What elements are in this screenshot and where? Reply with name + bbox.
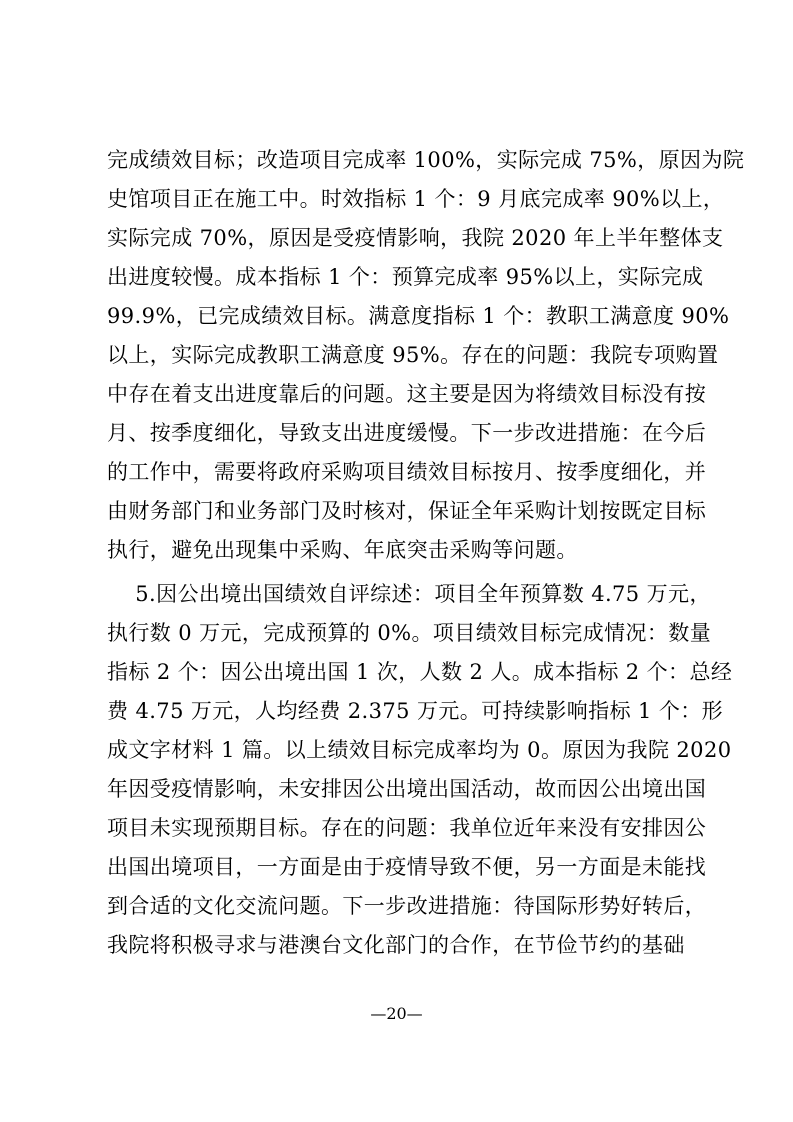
text-line: 的工作中，需要将政府采购项目绩效目标按月、按季度细化，并 (107, 460, 707, 484)
paragraph-heading-line: 5.因公出境出国绩效自评综述：项目全年预算数 4.75 万元， (107, 582, 711, 606)
text-line: 费 4.75 万元，人均经费 2.375 万元。可持续影响指标 1 个：形 (107, 699, 724, 723)
text-line: 完成绩效目标；改造项目完成率 100%，实际完成 75%，原因为院 (107, 148, 745, 172)
text-line: 项目未实现预期目标。存在的问题：我单位近年来没有安排因公 (107, 816, 707, 840)
text-line: 由财务部门和业务部门及时核对，保证全年采购计划按既定目标 (107, 499, 707, 523)
text-line: 执行，避免出现集中采购、年底突击采购等问题。 (107, 538, 578, 562)
page-number: —20— (370, 1004, 423, 1023)
text-line: 我院将积极寻求与港澳台文化部门的合作，在节俭节约的基础 (107, 933, 685, 957)
text-line: 指标 2 个：因公出境出国 1 次，人数 2 人。成本指标 2 个：总经 (107, 660, 733, 684)
text-line: 月、按季度细化，导致支出进度缓慢。下一步改进措施：在今后 (107, 421, 707, 445)
text-line: 中存在着支出进度靠后的问题。这主要是因为将绩效目标没有按 (107, 382, 707, 406)
text-line: 出国出境项目，一方面是由于疫情导致不便，另一方面是未能找 (107, 855, 707, 879)
text-line: 年因受疫情影响，未安排因公出境出国活动，故而因公出境出国 (107, 777, 707, 801)
text-line: 史馆项目正在施工中。时效指标 1 个：9 月底完成率 90%以上， (107, 187, 725, 211)
text-line: 出进度较慢。成本指标 1 个：预算完成率 95%以上，实际完成 (107, 265, 704, 289)
text-line: 实际完成 70%，原因是受疫情影响，我院 2020 年上半年整体支 (107, 226, 724, 250)
text-line: 执行数 0 万元，完成预算的 0%。项目绩效目标完成情况：数量 (107, 621, 712, 645)
text-line: 到合适的文化交流问题。下一步改进措施：待国际形势好转后， (107, 894, 707, 918)
text-line: 99.9%，已完成绩效目标。满意度指标 1 个：教职工满意度 90% (107, 304, 730, 328)
text-line: 成文字材料 1 篇。以上绩效目标完成率均为 0。原因为我院 2020 (107, 738, 732, 762)
text-line: 以上，实际完成教职工满意度 95%。存在的问题：我院专项购置 (107, 343, 719, 367)
